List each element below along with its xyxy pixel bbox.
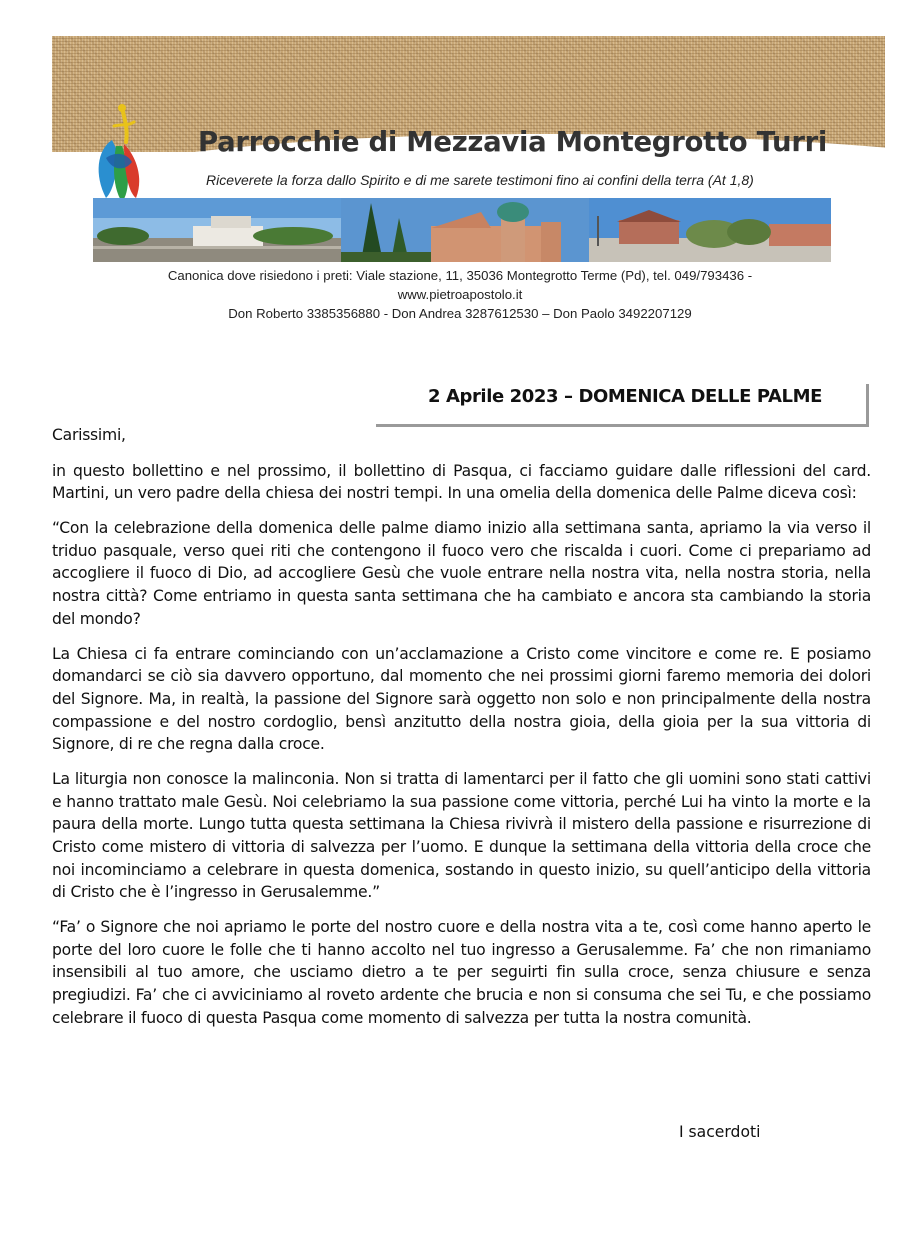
contact-address: Canonica dove risiedono i preti: Viale stazione, 11, 35036 Montegrotto Terme (Pd), tel. 049/793436 -: [167, 268, 753, 283]
paragraph-quote-1: “Con la celebrazione della domenica delle palme diamo inizio alla settimana santa, apriamo la via verso il triduo pasquale, verso quei riti che contengono il fuoco vero che riscalda i cuori. Come ci prepariamo ad accogliere il fuoco di Dio, ad accogliere Gesù che vuole entrare nella nostra vita, nella nostra storia, nella nostra città? Come entriamo in questa santa settimana che ha cambiato e ancora sta cambiando la storia del mondo?: [52, 519, 871, 628]
paragraph-quote-2: La Chiesa ci fa entrare cominciando con un’acclamazione a Cristo come vincitore e come re. E posiamo domandarci se ciò sia davvero opportuno, dal momento che nei prossimi giorni faremo memoria dei dolori del Signore. Ma, in realtà, la passione del Signore sarà oggetto non solo e non principalmente della nostra compassione e del nostro cordoglio, bensì anzitutto della nostra gioia, della gioia per la sua vittoria di Signore, di re che regna dalla croce.: [52, 644, 871, 754]
parish-motto: Riceverete la forza dallo Spirito e di me sarete testimoni fino ai confini della terra (At 1,8): [206, 172, 754, 188]
contact-info: [100, 266, 820, 323]
salutation: Carissimi,: [52, 426, 126, 444]
signature: I sacerdoti: [679, 1123, 761, 1141]
church-photo-3: [589, 198, 831, 262]
paragraph-intro: in questo bollettino e nel prossimo, il bollettino di Pasqua, ci facciamo guidare dalle riflessioni del card. Martini, un vero padre della chiesa dei nostri tempi. In una omelia della domenica delle Palme diceva così:: [52, 461, 871, 503]
church-photo-1: [93, 198, 341, 262]
contact-website: www.pietroapostolo.it: [397, 287, 523, 302]
date-heading: 2 Aprile 2023 – DOMENICA DELLE PALME: [427, 386, 822, 407]
contact-priests-phones: Don Roberto 3385356880 - Don Andrea 3287612530 – Don Paolo 3492207129: [228, 306, 692, 321]
paragraph-prayer: “Fa’ o Signore che noi apriamo le porte del nostro cuore e della nostra vita a te, così come hanno aperto le porte del loro cuore le folle che ti hanno accolto nel tuo ingresso a Gerusalemme. Fa’ che non rimaniamo insensibili al tuo amore, che usciamo dietro a te per seguirti fin sulla croce, senza chiusure e senza pregiudizi. Fa’ che ci avviciniamo al roveto ardente che brucia e non si consuma che sei Tu, e che possiamo celebrare il fuoco di questa Pasqua come momento di salvezza per tutta la nostra comunità.: [52, 918, 871, 1027]
church-photo-2: [341, 198, 589, 262]
date-heading-box: [376, 384, 869, 427]
parish-title: Parrocchie di Mezzavia Montegrotto Turri: [198, 126, 827, 158]
letter-body: [52, 424, 871, 1042]
paragraph-quote-3: La liturgia non conosce la malinconia. Non si tratta di lamentarci per il fatto che gli uomini sono stati cattivi e hanno trattato male Gesù. Noi celebriamo la sua passione come vittoria, perché Lui ha vinto la morte e la paura della morte. Lungo tutta questa settimana la Chiesa rivivrà il mistero della passione e risurrezione di Cristo come mistero di vittoria di salvezza per l’uomo. E dunque la settimana della vittoria della croce che noi incominciamo a celebrare in questa domenica, sostando in questo inizio, su quell’anticipo della vittoria di Cristo che è l’ingresso in Gerusalemme.”: [52, 770, 871, 902]
parish-logo-icon: [92, 100, 154, 205]
